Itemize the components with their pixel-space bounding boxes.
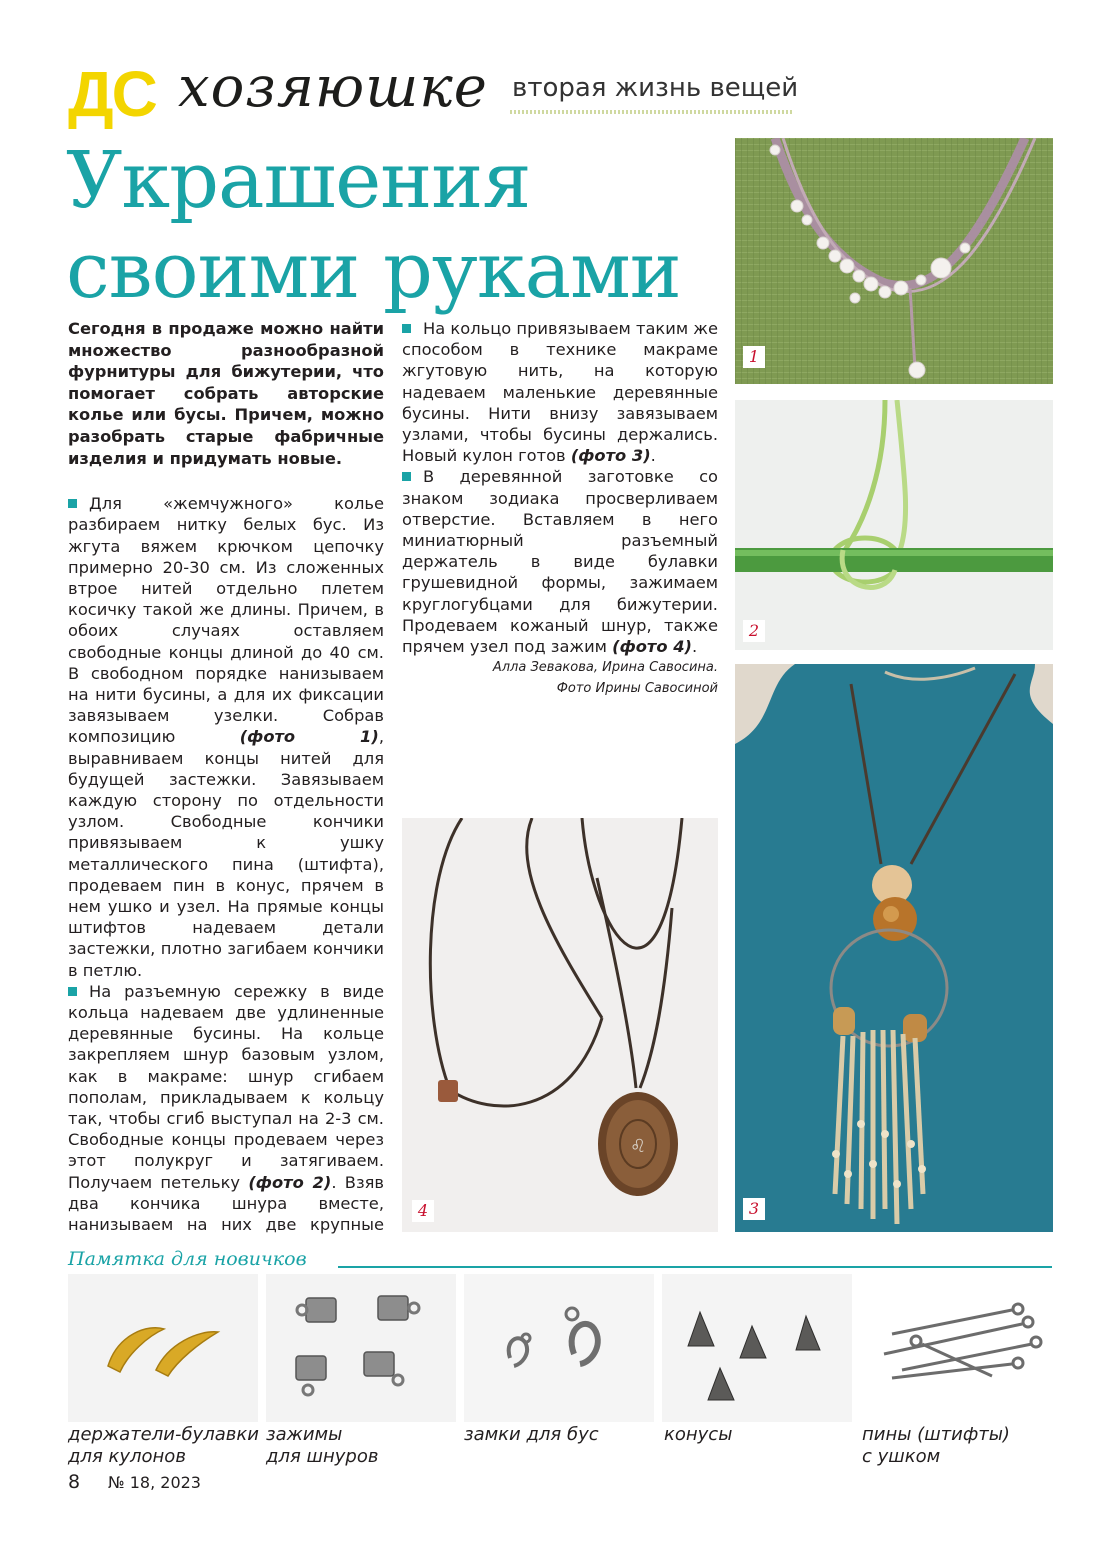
photo-ref-2: (фото 2)	[248, 1172, 332, 1192]
article-lead: Сегодня в продаже можно найти множество разнообразной фурнитуры для бижутерии, что помогает собрать авторские колье или бусы. Причем, можно разобрать старые фабричные изделия и придумать новые.	[68, 319, 384, 468]
paragraph-4	[402, 466, 718, 657]
memo-caption-cones: конусы	[664, 1424, 733, 1445]
paragraph-2	[68, 981, 384, 1238]
photo-4-zodiac-pendants	[402, 818, 718, 1232]
photo-4-number: 4	[412, 1200, 434, 1222]
photo-3-macrame-pendant	[735, 664, 1053, 1232]
paragraph-3-text-end: .	[650, 446, 656, 466]
section-name: хозяюшке	[178, 55, 488, 120]
photo-2-number: 2	[743, 620, 765, 642]
photo-1-number: 1	[743, 346, 765, 368]
bullet-icon	[68, 499, 77, 508]
paragraph-4-text-end: .	[692, 637, 698, 657]
photo-1-pearl-necklace	[735, 138, 1053, 384]
photo-ref-4: (фото 4)	[612, 637, 692, 657]
memo-divider	[338, 1266, 1052, 1268]
memo-caption-clasps: замки для бус	[464, 1424, 599, 1445]
title-line-2: своими руками	[66, 226, 681, 316]
photo-credit: Фото Ирины Савосиной	[556, 681, 718, 697]
memo-tile-pin-holders	[68, 1274, 258, 1422]
memo-tile-cord-clamps	[266, 1274, 456, 1422]
bullet-icon	[402, 324, 411, 333]
rubric-underline	[510, 110, 794, 114]
memo-title: Памятка для новичков	[68, 1248, 307, 1270]
paragraph-2-text-end: . Взяв два кончика шнура вместе, нанизываем на них две крупные	[68, 1172, 384, 1235]
memo-caption-pin-holders: держатели-булавки для кулонов	[68, 1424, 259, 1467]
memo-caption-eye-pins: пины (штифты) с ушком	[862, 1424, 1010, 1467]
photo-3-number: 3	[743, 1198, 765, 1220]
paragraph-1-text-end: , выравниваем концы нитей для будущей застежки. Завязываем каждую сторону по отдельности узлом. Свободные кончики привязываем к ушку металлического пина (штифта), продеваем пин в конус, прячем в нем ушко и узел. На прямые концы штифтов надеваем детали застежки, плотно загибаем кончики в петлю.	[68, 727, 384, 980]
photo-2-cord-loop	[735, 400, 1053, 650]
page-number: 8	[68, 1471, 81, 1493]
paragraph-1-text: Для «жемчужного» колье разбираем нитку белых бус. Из жгута вяжем крючком цепочку примерно 20-30 см. Из сложенных втрое нитей отдельно плетем косичку такой же длины. Причем, в обоих случаях оставляем свободные концы длиной до 40 см. В свободном порядке нанизываем на нити бусины, а для их фиксации завязываем узелки. Собрав композицию	[68, 494, 384, 747]
text-column-2	[402, 318, 718, 699]
text-column-1	[68, 318, 384, 1238]
paragraph-4-text: В деревянной заготовке со знаком зодиака просверливаем отверстие. Вставляем в него миниатюрный разъемный держатель в виде булавки грушевидной формы, зажимаем круглогубцами для бижутерии. Продеваем кожаный шнур, также прячем узел под зажим	[402, 467, 718, 657]
article-authors: Алла Зевакова, Ирина Савосина.	[492, 660, 718, 676]
bullet-icon	[68, 987, 77, 996]
svg-text:♌: ♌	[630, 1136, 647, 1157]
photo-ref-3: (фото 3)	[570, 446, 651, 466]
photo-ref-1: (фото 1)	[239, 727, 379, 747]
paragraph-3-text: На кольцо привязываем таким же способом в технике макраме жгутовую нить, на которую надеваем маленькие деревянные бусины. Нити внизу завязываем узлами, чтобы бусины держались. Новый кулон готов	[402, 319, 718, 466]
paragraph-2-text: На разъемную сережку в виде кольца надеваем две удлиненные деревянные бусины. На кольце закрепляем шнур базовым узлом, как в макраме: шнур сгибаем пополам, прикладываем к кольцу так, чтобы сгиб выступал на 2-3 см. Свободные концы продеваем через этот полукруг и затягиваем. Получаем петельку	[68, 981, 384, 1192]
paragraph-1	[68, 493, 384, 981]
paragraph-3	[402, 318, 718, 466]
title-line-1: Украшения	[66, 136, 531, 226]
bullet-icon	[402, 472, 411, 481]
memo-caption-cord-clamps: зажимы для шнуров	[266, 1424, 379, 1467]
rubric-label: вторая жизнь вещей	[512, 73, 799, 103]
memo-tile-eye-pins	[862, 1274, 1052, 1422]
issue-number: № 18, 2023	[108, 1473, 201, 1492]
article-title	[66, 136, 681, 316]
magazine-logo: ДС	[68, 58, 156, 130]
memo-tile-clasps	[464, 1274, 654, 1422]
memo-tile-cones	[662, 1274, 852, 1422]
